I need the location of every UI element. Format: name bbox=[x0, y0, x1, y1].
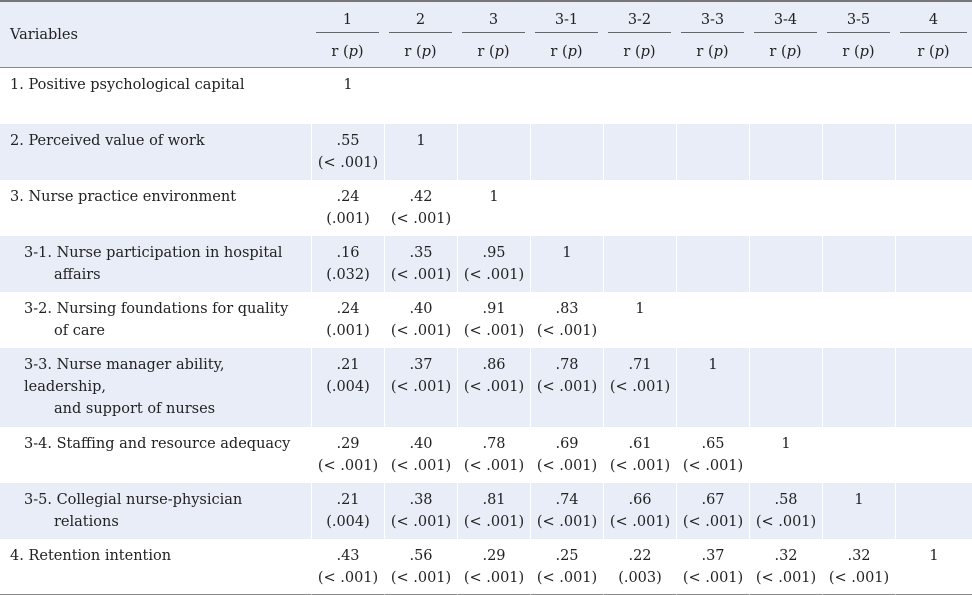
correlation-cell bbox=[384, 483, 457, 539]
subheader-p: p bbox=[567, 44, 577, 60]
p-value: (< .001) bbox=[390, 323, 452, 339]
row-label-line1: 3-1. Nurse participation in hospital bbox=[24, 245, 283, 261]
subheader-suffix: ) bbox=[357, 44, 364, 60]
p-value: (< .001) bbox=[828, 570, 890, 586]
r-value: .22 bbox=[628, 548, 652, 564]
correlation-cell bbox=[676, 68, 749, 124]
r-value: .37 bbox=[409, 357, 433, 373]
r-value: .66 bbox=[628, 492, 652, 508]
table-row bbox=[0, 292, 972, 348]
correlation-cell bbox=[676, 539, 749, 595]
r-value: .21 bbox=[336, 492, 360, 508]
correlation-cell bbox=[822, 348, 895, 427]
p-value: (.004) bbox=[326, 514, 370, 530]
subheader-p: p bbox=[859, 44, 869, 60]
p-value: (< .001) bbox=[609, 458, 671, 474]
p-value: (.001) bbox=[326, 323, 370, 339]
p-value: (< .001) bbox=[682, 514, 744, 530]
row-label bbox=[0, 427, 311, 483]
row-label bbox=[0, 483, 311, 539]
correlation-cell bbox=[457, 68, 530, 124]
correlation-cell bbox=[822, 292, 895, 348]
p-value: (.032) bbox=[326, 267, 370, 283]
correlation-cell bbox=[384, 427, 457, 483]
r-value: 1 bbox=[854, 492, 864, 508]
correlation-cell bbox=[603, 348, 676, 427]
subheader-suffix: ) bbox=[649, 44, 656, 60]
correlation-cell bbox=[895, 68, 972, 124]
r-value: .78 bbox=[555, 357, 579, 373]
correlation-cell bbox=[311, 124, 384, 180]
correlation-cell bbox=[749, 427, 822, 483]
correlation-cell bbox=[822, 483, 895, 539]
p-value: (.003) bbox=[618, 570, 662, 586]
correlation-table bbox=[0, 2, 972, 595]
correlation-cell bbox=[603, 539, 676, 595]
correlation-cell bbox=[822, 180, 895, 236]
correlation-cell bbox=[676, 292, 749, 348]
r-value: .81 bbox=[482, 492, 506, 508]
r-value: .40 bbox=[409, 436, 433, 452]
correlation-cell bbox=[457, 236, 530, 292]
row-label bbox=[0, 539, 311, 595]
column-header-2 bbox=[384, 2, 457, 37]
r-value: .24 bbox=[336, 189, 360, 205]
subheader-prefix: r ( bbox=[623, 44, 641, 60]
column-header-3-4 bbox=[749, 2, 822, 37]
column-header-3-3 bbox=[676, 2, 749, 37]
correlation-cell bbox=[749, 292, 822, 348]
row-label bbox=[0, 124, 311, 180]
subheader-suffix: ) bbox=[503, 44, 510, 60]
correlation-cell bbox=[530, 483, 603, 539]
correlation-cell bbox=[895, 180, 972, 236]
row-label bbox=[0, 68, 311, 124]
correlation-cell bbox=[311, 68, 384, 124]
subheader-prefix: r ( bbox=[769, 44, 787, 60]
column-subheader bbox=[311, 37, 384, 68]
p-value: (< .001) bbox=[390, 458, 452, 474]
p-value: (< .001) bbox=[317, 458, 379, 474]
subheader-suffix: ) bbox=[795, 44, 802, 60]
r-value: .56 bbox=[409, 548, 433, 564]
r-value: 1 bbox=[343, 77, 353, 93]
correlation-cell bbox=[311, 427, 384, 483]
row-label bbox=[0, 292, 311, 348]
p-value: (< .001) bbox=[536, 379, 598, 395]
r-value: .71 bbox=[628, 357, 652, 373]
correlation-cell bbox=[895, 292, 972, 348]
correlation-cell bbox=[530, 427, 603, 483]
row-label-line1: 2. Perceived value of work bbox=[10, 133, 205, 149]
correlation-cell bbox=[603, 68, 676, 124]
row-label bbox=[0, 236, 311, 292]
subheader-prefix: r ( bbox=[404, 44, 422, 60]
correlation-cell bbox=[603, 236, 676, 292]
p-value: (< .001) bbox=[390, 379, 452, 395]
correlation-cell bbox=[749, 68, 822, 124]
correlation-cell bbox=[895, 236, 972, 292]
r-value: .38 bbox=[409, 492, 433, 508]
correlation-cell bbox=[895, 539, 972, 595]
p-value: (< .001) bbox=[463, 379, 525, 395]
column-header-4 bbox=[895, 2, 972, 37]
correlation-cell bbox=[457, 124, 530, 180]
column-subheader bbox=[676, 37, 749, 68]
r-value: 1 bbox=[781, 436, 791, 452]
r-value: .29 bbox=[336, 436, 360, 452]
column-header-label: 3-1 bbox=[535, 12, 598, 33]
variables-header: Variables bbox=[0, 2, 311, 68]
r-value: .83 bbox=[555, 301, 579, 317]
subheader-prefix: r ( bbox=[696, 44, 714, 60]
row-label bbox=[0, 180, 311, 236]
correlation-cell bbox=[749, 483, 822, 539]
subheader-prefix: r ( bbox=[477, 44, 495, 60]
r-value: .78 bbox=[482, 436, 506, 452]
correlation-cell bbox=[749, 539, 822, 595]
column-subheader bbox=[530, 37, 603, 68]
column-subheader bbox=[895, 37, 972, 68]
column-header-3-1 bbox=[530, 2, 603, 37]
column-header-1 bbox=[311, 2, 384, 37]
correlation-cell bbox=[749, 180, 822, 236]
p-value: (< .001) bbox=[609, 379, 671, 395]
correlation-cell bbox=[676, 124, 749, 180]
p-value: (< .001) bbox=[463, 514, 525, 530]
r-value: .61 bbox=[628, 436, 652, 452]
p-value: (.004) bbox=[326, 379, 370, 395]
r-value: .29 bbox=[482, 548, 506, 564]
p-value: (< .001) bbox=[463, 267, 525, 283]
correlation-cell bbox=[530, 236, 603, 292]
table-row bbox=[0, 483, 972, 539]
r-value: .16 bbox=[336, 245, 360, 261]
row-label-line1: 3-5. Collegial nurse-physician bbox=[24, 492, 243, 508]
r-value: .42 bbox=[409, 189, 433, 205]
p-value: (< .001) bbox=[390, 211, 452, 227]
correlation-cell bbox=[603, 427, 676, 483]
r-value: 1 bbox=[929, 548, 939, 564]
r-value: .65 bbox=[701, 436, 725, 452]
p-value: (< .001) bbox=[609, 514, 671, 530]
p-value: (< .001) bbox=[536, 570, 598, 586]
correlation-cell bbox=[676, 236, 749, 292]
subheader-suffix: ) bbox=[576, 44, 583, 60]
p-value: (< .001) bbox=[463, 458, 525, 474]
correlation-cell bbox=[311, 539, 384, 595]
column-subheader bbox=[457, 37, 530, 68]
subheader-prefix: r ( bbox=[550, 44, 568, 60]
correlation-cell bbox=[311, 292, 384, 348]
r-value: 1 bbox=[635, 301, 645, 317]
r-value: 1 bbox=[416, 133, 426, 149]
p-value: (< .001) bbox=[317, 155, 379, 171]
table-header bbox=[0, 2, 972, 68]
r-value: .55 bbox=[336, 133, 360, 149]
table-row bbox=[0, 539, 972, 595]
correlation-cell bbox=[603, 124, 676, 180]
subheader-p: p bbox=[348, 44, 358, 60]
p-value: (< .001) bbox=[755, 570, 817, 586]
r-value: .74 bbox=[555, 492, 579, 508]
row-label-line1: 3-3. Nurse manager ability, leadership, bbox=[24, 357, 225, 395]
subheader-p: p bbox=[713, 44, 723, 60]
correlation-cell bbox=[822, 539, 895, 595]
subheader-suffix: ) bbox=[722, 44, 729, 60]
correlation-cell bbox=[676, 427, 749, 483]
correlation-cell bbox=[603, 292, 676, 348]
subheader-p: p bbox=[421, 44, 431, 60]
r-value: .91 bbox=[482, 301, 506, 317]
subheader-prefix: r ( bbox=[917, 44, 935, 60]
r-value: .25 bbox=[555, 548, 579, 564]
r-value: .43 bbox=[336, 548, 360, 564]
p-value: (< .001) bbox=[463, 570, 525, 586]
column-header-3-5 bbox=[822, 2, 895, 37]
row-label-line1: 4. Retention intention bbox=[10, 548, 172, 564]
r-value: .69 bbox=[555, 436, 579, 452]
p-value: (< .001) bbox=[682, 458, 744, 474]
table-row bbox=[0, 348, 972, 427]
r-value: .86 bbox=[482, 357, 506, 373]
p-value: (< .001) bbox=[390, 570, 452, 586]
correlation-cell bbox=[384, 180, 457, 236]
correlation-cell bbox=[457, 348, 530, 427]
table-row bbox=[0, 124, 972, 180]
table-row bbox=[0, 180, 972, 236]
subheader-suffix: ) bbox=[943, 44, 950, 60]
r-value: .32 bbox=[774, 548, 798, 564]
row-label-line2: and support of nurses bbox=[54, 401, 216, 417]
correlation-cell bbox=[676, 180, 749, 236]
correlation-cell bbox=[384, 348, 457, 427]
subheader-prefix: r ( bbox=[331, 44, 349, 60]
correlation-cell bbox=[457, 427, 530, 483]
correlation-cell bbox=[384, 292, 457, 348]
column-header-label: 2 bbox=[389, 12, 452, 33]
correlation-cell bbox=[822, 68, 895, 124]
r-value: .95 bbox=[482, 245, 506, 261]
r-value: .24 bbox=[336, 301, 360, 317]
correlation-cell bbox=[530, 68, 603, 124]
row-label-line1: 3-2. Nursing foundations for quality bbox=[24, 301, 289, 317]
subheader-p: p bbox=[786, 44, 796, 60]
r-value: .21 bbox=[336, 357, 360, 373]
correlation-cell bbox=[603, 483, 676, 539]
correlation-cell bbox=[895, 483, 972, 539]
r-value: 1 bbox=[562, 245, 572, 261]
p-value: (< .001) bbox=[536, 323, 598, 339]
correlation-cell bbox=[384, 236, 457, 292]
correlation-cell bbox=[676, 483, 749, 539]
p-value: (< .001) bbox=[390, 267, 452, 283]
correlation-cell bbox=[311, 483, 384, 539]
correlation-cell bbox=[895, 124, 972, 180]
correlation-cell bbox=[530, 180, 603, 236]
r-value: .40 bbox=[409, 301, 433, 317]
column-header-label: 3-5 bbox=[827, 12, 890, 33]
column-header-label: 3-2 bbox=[608, 12, 671, 33]
correlation-cell bbox=[822, 236, 895, 292]
correlation-cell bbox=[457, 539, 530, 595]
r-value: 1 bbox=[489, 189, 499, 205]
p-value: (< .001) bbox=[536, 514, 598, 530]
row-label-line2: relations bbox=[54, 514, 119, 530]
row-label-line1: 3. Nurse practice environment bbox=[10, 189, 237, 205]
subheader-suffix: ) bbox=[868, 44, 875, 60]
table-row bbox=[0, 68, 972, 124]
correlation-cell bbox=[749, 348, 822, 427]
correlation-cell bbox=[311, 180, 384, 236]
table-row bbox=[0, 236, 972, 292]
p-value: (< .001) bbox=[536, 458, 598, 474]
subheader-p: p bbox=[494, 44, 504, 60]
correlation-cell bbox=[457, 483, 530, 539]
row-label-line1: 1. Positive psychological capital bbox=[10, 77, 245, 93]
row-label-line2: affairs bbox=[54, 267, 101, 283]
correlation-cell bbox=[530, 348, 603, 427]
correlation-cell bbox=[895, 348, 972, 427]
correlation-cell bbox=[384, 539, 457, 595]
table-body bbox=[0, 68, 972, 595]
column-header-3-2 bbox=[603, 2, 676, 37]
correlation-cell bbox=[384, 68, 457, 124]
correlation-cell bbox=[822, 427, 895, 483]
column-header-label: 1 bbox=[316, 12, 379, 33]
r-value: .58 bbox=[774, 492, 798, 508]
correlation-cell bbox=[822, 124, 895, 180]
row-label-line1: 3-4. Staffing and resource adequacy bbox=[24, 436, 291, 452]
column-subheader bbox=[384, 37, 457, 68]
correlation-cell bbox=[895, 427, 972, 483]
r-value: .67 bbox=[701, 492, 725, 508]
r-value: .35 bbox=[409, 245, 433, 261]
correlation-cell bbox=[676, 348, 749, 427]
correlation-cell bbox=[457, 292, 530, 348]
column-subheader bbox=[822, 37, 895, 68]
correlation-cell bbox=[530, 539, 603, 595]
column-subheader bbox=[603, 37, 676, 68]
p-value: (< .001) bbox=[317, 570, 379, 586]
p-value: (.001) bbox=[326, 211, 370, 227]
r-value: .32 bbox=[847, 548, 871, 564]
column-header-3 bbox=[457, 2, 530, 37]
correlation-cell bbox=[530, 292, 603, 348]
subheader-suffix: ) bbox=[430, 44, 437, 60]
column-header-label: 3 bbox=[462, 12, 525, 33]
r-value: 1 bbox=[708, 357, 718, 373]
subheader-p: p bbox=[640, 44, 650, 60]
column-header-label: 3-4 bbox=[754, 12, 817, 33]
p-value: (< .001) bbox=[682, 570, 744, 586]
correlation-cell bbox=[749, 236, 822, 292]
p-value: (< .001) bbox=[463, 323, 525, 339]
correlation-cell bbox=[749, 124, 822, 180]
correlation-cell bbox=[311, 348, 384, 427]
correlation-cell bbox=[311, 236, 384, 292]
r-value: .37 bbox=[701, 548, 725, 564]
column-header-label: 3-3 bbox=[681, 12, 744, 33]
p-value: (< .001) bbox=[390, 514, 452, 530]
correlation-cell bbox=[457, 180, 530, 236]
correlation-cell bbox=[603, 180, 676, 236]
subheader-prefix: r ( bbox=[842, 44, 860, 60]
correlation-cell bbox=[384, 124, 457, 180]
column-subheader bbox=[749, 37, 822, 68]
row-label bbox=[0, 348, 311, 427]
table-row bbox=[0, 427, 972, 483]
row-label-line2: of care bbox=[54, 323, 105, 339]
subheader-p: p bbox=[934, 44, 944, 60]
correlation-cell bbox=[530, 124, 603, 180]
p-value: (< .001) bbox=[755, 514, 817, 530]
column-header-label: 4 bbox=[900, 12, 967, 33]
